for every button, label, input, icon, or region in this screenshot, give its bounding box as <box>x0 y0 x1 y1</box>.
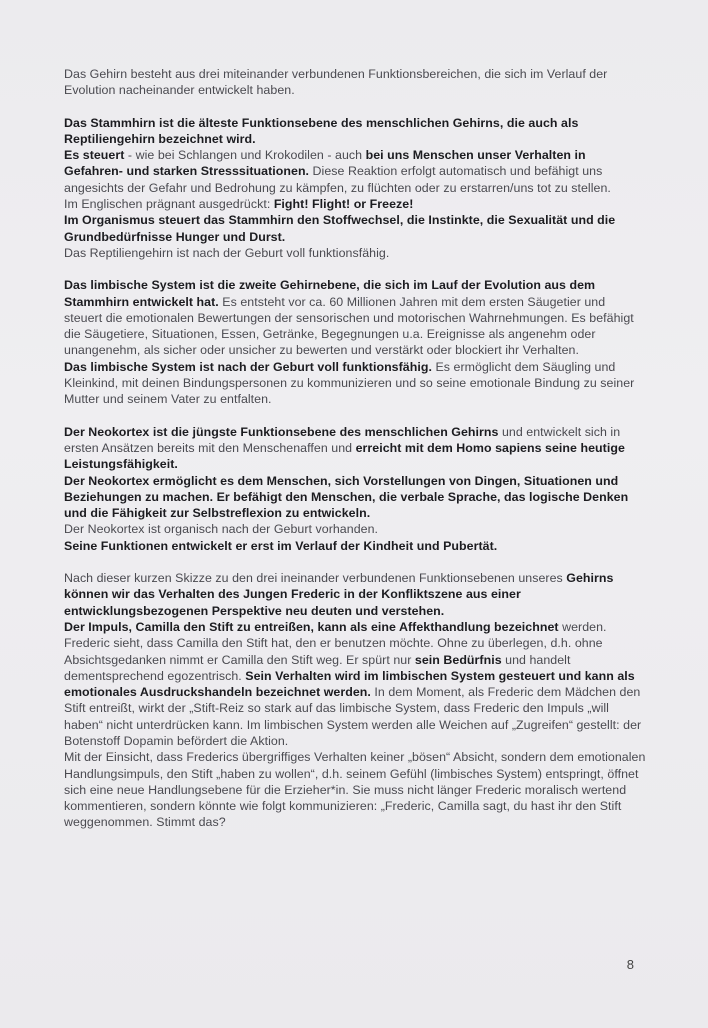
bold-text: Fight! Flight! or Freeze! <box>273 197 414 212</box>
body-text: Es entsteht vor ca. 60 Millionen Jahren mit dem ersten Säugetier und steuert die emotionalen Bewertungen der sensorischen und motorischen Wahrnehmungen. Es befähigt die Säugetiere, Situationen, Essen, Getränke, Begegnungen u.a. Ereignisse als angenehm oder unangenehm, als sicher oder unsicher zu bewerten und verstärkt oder blockiert ihr Verhalten. <box>64 294 634 358</box>
body-text: Der Neokortex ist organisch nach der Geburt vorhanden. <box>64 522 379 537</box>
bold-text: Es steuert <box>64 148 128 163</box>
bold-text: Das limbische System ist nach der Geburt voll funktionsfähig. <box>64 359 432 374</box>
bold-text: bei uns Menschen unser Verhalten in Gefahren- und starken Stresssituationen. <box>64 148 586 179</box>
bold-text: Seine Funktionen entwickelt er erst im Verlauf der Kindheit und Pubertät. <box>64 538 498 553</box>
bold-text: sein Bedürfnis <box>414 652 502 667</box>
body-text: Das Gehirn besteht aus drei miteinander verbundenen Funktionsbereichen, die sich im Verlauf der Evolution nacheinander entwickelt haben. <box>64 67 608 98</box>
bold-text: Der Impuls, Camilla den Stift zu entreißen, kann als eine Affekthandlung bezeichnet <box>64 619 559 634</box>
bold-text: Sein Verhalten wird im limbischen System gesteuert und kann als emotionales Ausdruckshandeln bezeichnet werden. <box>64 668 635 700</box>
bold-text: Der Neokortex ermöglicht es dem Menschen, sich Vorstellungen von Dingen, Situationen und Beziehungen zu machen. Er befähigt den Menschen, die verbale Sprache, das logische Denken und die Fähigkeit zur Selbstreflexion zu entwickeln. <box>64 473 629 521</box>
body-text: werden. Frederic sieht, dass Camilla den Stift hat, den er benutzen möchte. Ohne zu überlegen, d.h. ohne Absichtsgedanken nimmt er Camilla den Stift weg. Er spürt nur <box>64 619 607 667</box>
body-text: und entwickelt sich in ersten Ansätzen bereits mit den Menschenaffen und <box>64 424 621 455</box>
body-text: Es ermöglicht dem Säugling und Kleinkind, mit deinen Bindungspersonen zu kommunizieren und so seine emotionale Bindung zu seiner Mutter und seinem Vater zu entfalten. <box>64 359 635 407</box>
page-number: 8 <box>626 957 634 972</box>
bold-text: Das limbische System ist die zweite Gehirnebene, die sich im Lauf der Evolution aus dem Stammhirn entwickelt hat. <box>64 278 596 309</box>
paragraph <box>64 570 646 831</box>
body-text: Nach dieser kurzen Skizze zu den drei ineinander verbundenen Funktionsebenen unseres <box>64 571 567 586</box>
body-text: Im Englischen prägnant ausgedrückt: <box>64 197 274 212</box>
bold-text: Im Organismus steuert das Stammhirn den Stoffwechsel, die Instinkte, die Sexualität und die Grundbedürfnisse Hunger und Durst. <box>64 213 616 244</box>
bold-text: erreicht mit dem Homo sapiens seine heutige Leistungsfähigkeit. <box>64 440 625 472</box>
body-text: Diese Reaktion erfolgt automatisch und befähigt uns angesichts der Gefahr und Bedrohung zu kämpfen, zu flüchten oder zu erstarren/uns tot zu stellen. <box>64 164 611 195</box>
body-text: und handelt dementsprechend egozentrisch. <box>64 652 571 683</box>
bold-text: Das Stammhirn ist die älteste Funktionsebene des menschlichen Gehirns, die auch als Reptiliengehirn bezeichnet wird. <box>64 115 579 146</box>
body-text: - wie bei Schlangen und Krokodilen - auch <box>127 148 366 163</box>
paragraph <box>64 424 646 554</box>
body-text: Das Reptiliengehirn ist nach der Geburt voll funktionsfähig. <box>64 245 390 260</box>
bold-text: Gehirns können wir das Verhalten des Jungen Frederic in der Konfliktszene aus einer entwicklungsbezogenen Perspektive neu deuten und verstehen. <box>64 571 614 618</box>
body-text: In dem Moment, als Frederic dem Mädchen den Stift entreißt, wirkt der „Stift-Reiz so stark auf das limbische System, dass Frederic den Impuls „will haben“ nicht unterdrücken kann. Im limbischen System werden alle Weichen auf „Zugreifen“ gestellt: der Botenstoff Dopamin befördert die Aktion. <box>64 685 642 748</box>
bold-text: Der Neokortex ist die jüngste Funktionsebene des menschlichen Gehirns <box>64 424 499 439</box>
paragraph <box>64 66 646 99</box>
document-body <box>64 66 646 831</box>
paragraph <box>64 277 646 407</box>
body-text: Mit der Einsicht, dass Frederics übergriffiges Verhalten keiner „bösen“ Absicht, sondern dem emotionalen Handlungsimpuls, den Stift „haben zu wollen“, d.h. seinem Gefühl (limbisches System) entspringt, öffnet sich eine neue Handlungsebene für die Erzieher*in. Sie muss nicht länger Frederic moralisch wertend kommentieren, sondern könnte wie folgt kommunizieren: „Frederic, Camilla sagt, du hast ihr den Stift weggenommen. Stimmt das? <box>64 750 646 830</box>
paragraph <box>64 115 646 262</box>
